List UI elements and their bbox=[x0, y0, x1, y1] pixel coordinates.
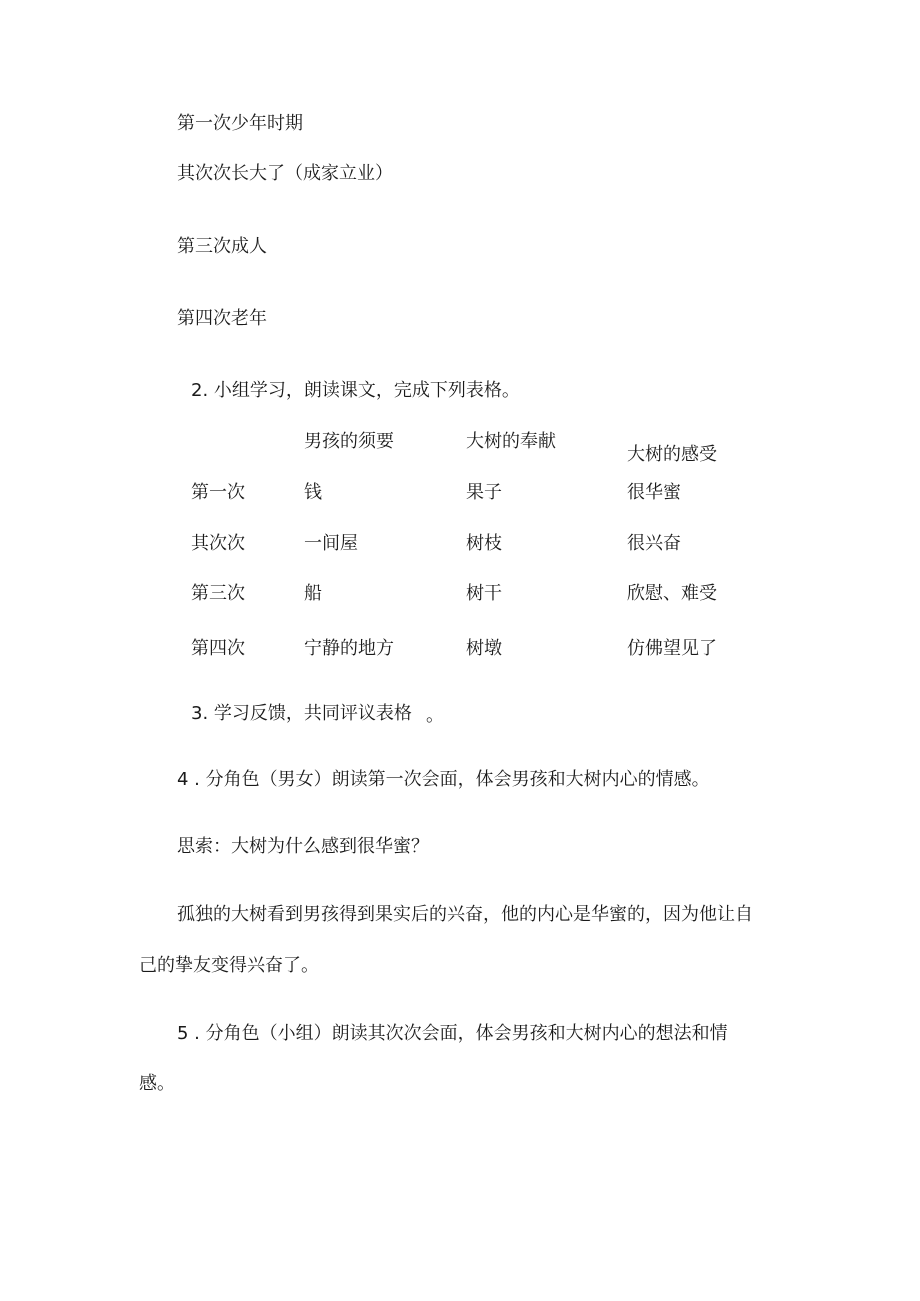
table-cell-need: 钱 bbox=[304, 482, 322, 503]
stage-4: 第四次老年 bbox=[177, 308, 267, 329]
table-header-need: 男孩的须要 bbox=[304, 431, 394, 452]
task-4-heading: 4 . 分角色（男女）朗读第一次会面，体会男孩和大树内心的情感。 bbox=[177, 769, 710, 790]
task-3-period: 。 bbox=[426, 705, 444, 726]
stage-3: 第三次成人 bbox=[177, 236, 267, 257]
table-header-feeling: 大树的感受 bbox=[627, 444, 717, 465]
table-cell-need: 船 bbox=[304, 583, 322, 604]
question: 思索：大树为什么感到很华蜜？ bbox=[177, 836, 429, 857]
table-cell-gift: 树枝 bbox=[466, 533, 502, 554]
answer-line-2: 己的挚友变得兴奋了。 bbox=[139, 955, 319, 976]
table-cell-feeling: 很华蜜 bbox=[627, 482, 681, 503]
table-header-gift: 大树的奉献 bbox=[466, 431, 556, 452]
task-5-line-2: 感。 bbox=[139, 1073, 175, 1094]
table-cell-feeling: 很兴奋 bbox=[627, 533, 681, 554]
table-cell-need: 宁静的地方 bbox=[304, 638, 394, 659]
stage-1: 第一次少年时期 bbox=[177, 113, 303, 134]
stage-2: 其次次长大了（成家立业） bbox=[177, 163, 393, 184]
table-cell-feeling: 欣慰、难受 bbox=[627, 583, 717, 604]
task-2-heading: 2. 小组学习，朗读课文，完成下列表格。 bbox=[191, 380, 520, 401]
table-row-label: 第一次 bbox=[191, 482, 245, 503]
task-5-line-1: 5 . 分角色（小组）朗读其次次会面，体会男孩和大树内心的想法和情 bbox=[177, 1023, 728, 1044]
table-row-label: 第四次 bbox=[191, 638, 245, 659]
task-3-heading: 3. 学习反馈，共同评议表格 bbox=[191, 703, 412, 724]
table-cell-gift: 树墩 bbox=[466, 638, 502, 659]
table-cell-feeling: 仿佛望见了 bbox=[627, 638, 717, 659]
table-cell-gift: 树干 bbox=[466, 583, 502, 604]
table-row-label: 其次次 bbox=[191, 533, 245, 554]
answer-line-1: 孤独的大树看到男孩得到果实后的兴奋，他的内心是华蜜的，因为他让自 bbox=[177, 904, 753, 925]
table-row-label: 第三次 bbox=[191, 583, 245, 604]
table-cell-need: 一间屋 bbox=[304, 533, 358, 554]
table-cell-gift: 果子 bbox=[466, 482, 502, 503]
